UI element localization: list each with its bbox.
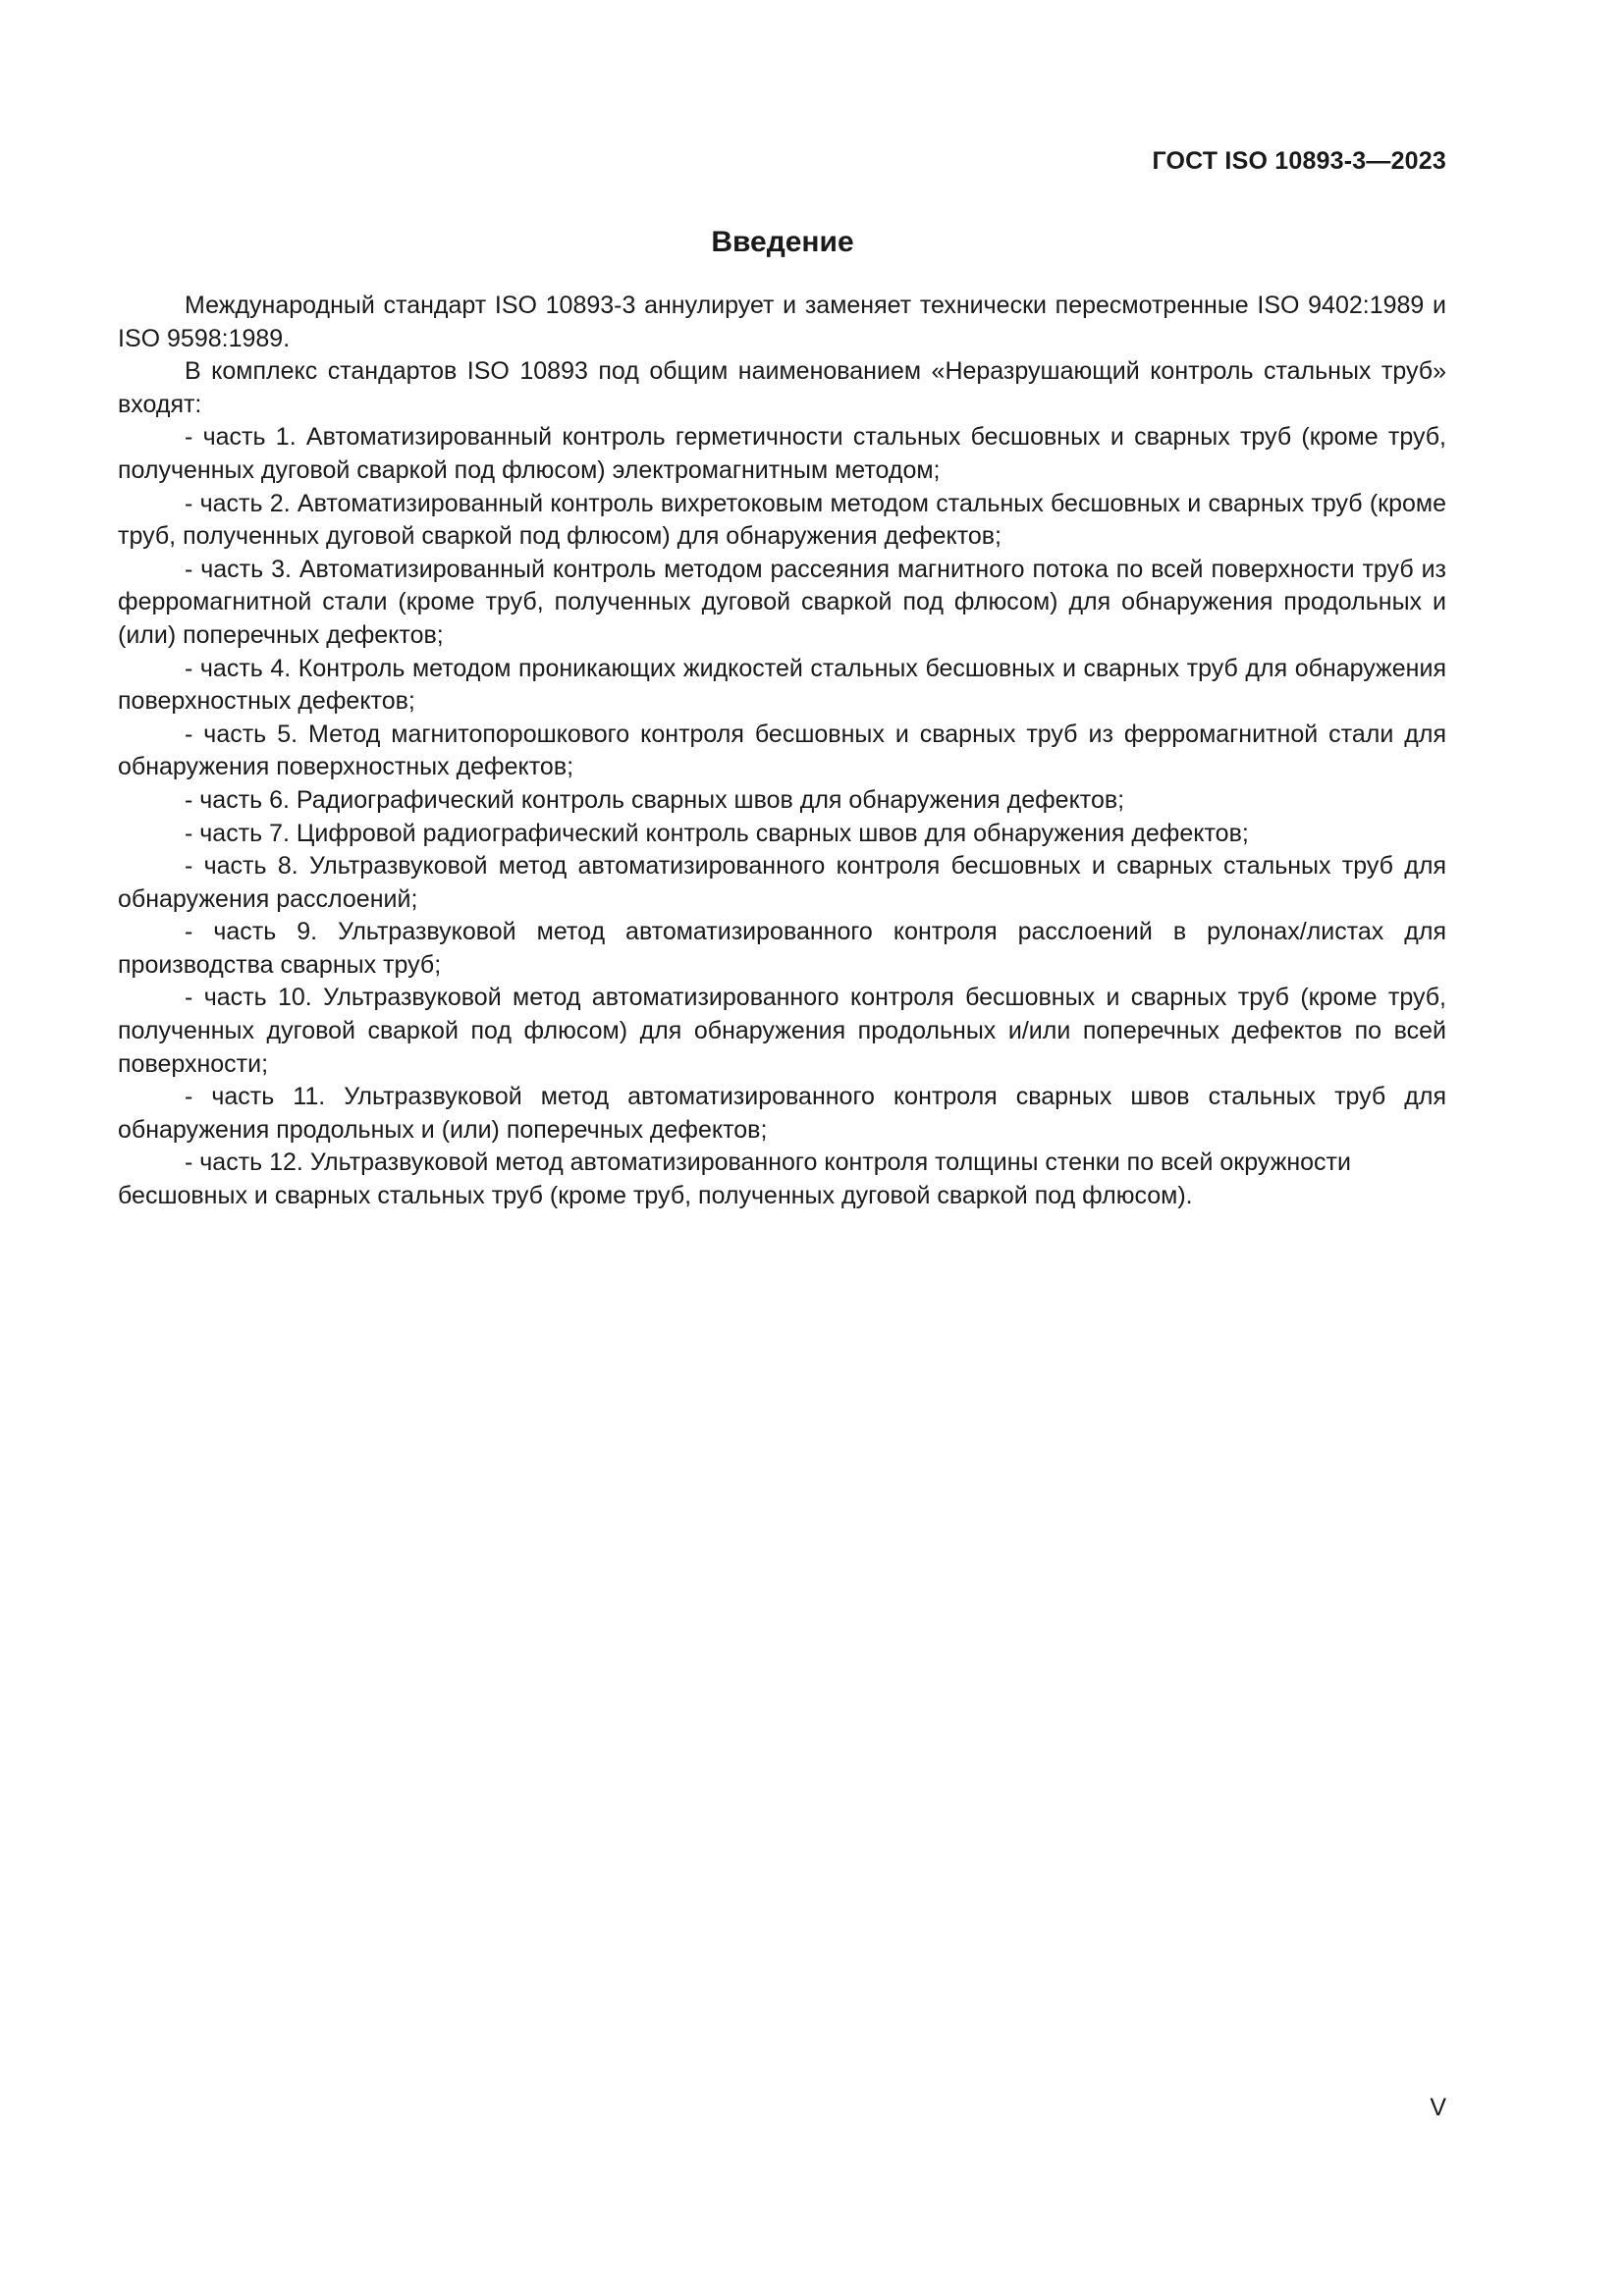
- list-item-part-4: - часть 4. Контроль методом проникающих жидкостей стальных бесшовных и сварных труб для обнаружения поверхностных дефектов;: [118, 654, 1446, 716]
- list-item-part-7: - часть 7. Цифровой радиографический контроль сварных швов для обнаружения дефектов;: [185, 819, 1249, 847]
- list-item-part-12: - часть 12. Ультразвуковой метод автоматизированного контроля толщины стенки по всей окружности бесшовных и сварных стальных труб (кроме труб, полученных дуговой сваркой под флюсом).: [118, 1148, 1351, 1210]
- list-item-part-6: - часть 6. Радиографический контроль сварных швов для обнаружения дефектов;: [185, 785, 1125, 814]
- list-item-part-2: - часть 2. Автоматизированный контроль вихретоковым методом стальных бесшовных и сварных труб (кроме труб, полученных дуговой сваркой под флюсом) для обнаружения дефектов;: [118, 489, 1446, 551]
- list-item-part-10: - часть 10. Ультразвуковой метод автоматизированного контроля бесшовных и сварных труб (кроме труб, полученных дуговой сваркой под флюсом) для обнаружения продольных и/или поперечных дефектов по всей поверхности;: [118, 984, 1446, 1078]
- section-title: Введение: [711, 226, 854, 258]
- page-number: V: [1430, 2094, 1446, 2121]
- list-item-part-9: - часть 9. Ультразвуковой метод автоматизированного контроля расслоений в рулонах/листах для производства сварных труб;: [118, 918, 1446, 979]
- list-item-part-3: - часть 3. Автоматизированный контроль методом рассеяния магнитного потока по всей поверхности труб из ферромагнитной стали (кроме труб, полученных дуговой сваркой под флюсом) для обнаружения продольных и (или) поперечных дефектов;: [118, 555, 1446, 649]
- list-item-part-11: - часть 11. Ультразвуковой метод автоматизированного контроля сварных швов стальных труб для обнаружения продольных и (или) поперечных дефектов;: [118, 1083, 1446, 1144]
- document-code: ГОСТ ISO 10893-3—2023: [1152, 147, 1446, 175]
- list-item-part-5: - часть 5. Метод магнитопорошкового контроля бесшовных и сварных труб из ферромагнитной стали для обнаружения поверхностных дефектов;: [118, 720, 1446, 781]
- paragraph-annulment: Международный стандарт ISO 10893-3 аннулирует и заменяет технически пересмотренные ISO 9402:1989 и ISO 9598:1989.: [118, 292, 1446, 352]
- list-item-part-1: - часть 1. Автоматизированный контроль герметичности стальных бесшовных и сварных труб (кроме труб, полученных дуговой сваркой под флюсом) электромагнитным методом;: [118, 423, 1446, 484]
- paragraph-series-intro: В комплекс стандартов ISO 10893 под общим наименованием «Неразрушающий контроль стальных труб» входят:: [118, 357, 1446, 418]
- introduction-text: [118, 290, 1446, 1213]
- list-item-part-8: - часть 8. Ультразвуковой метод автоматизированного контроля бесшовных и сварных стальных труб для обнаружения расслоений;: [118, 852, 1446, 913]
